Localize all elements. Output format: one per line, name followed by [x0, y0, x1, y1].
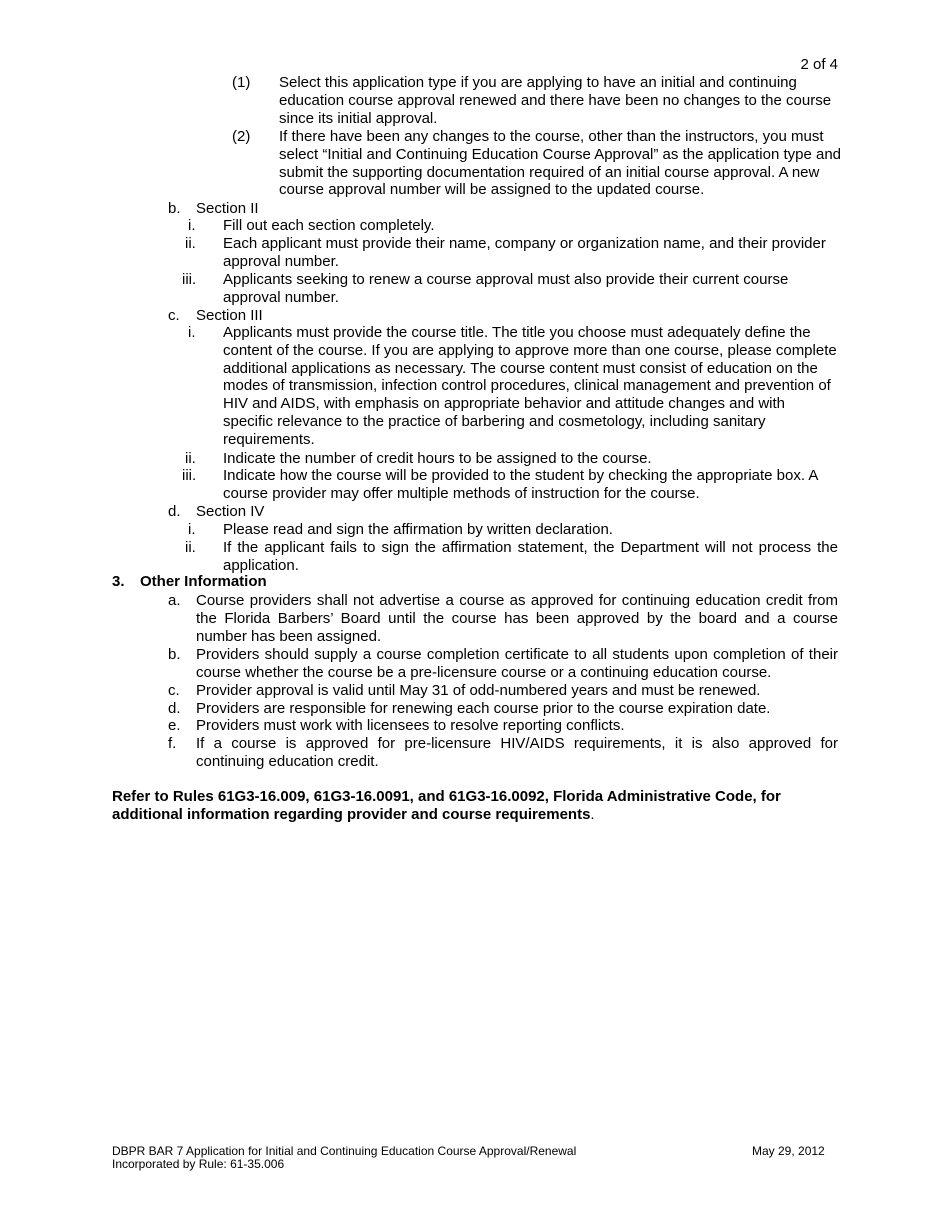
footer-rule: Incorporated by Rule: 61-35.006 — [112, 1157, 285, 1171]
item-marker: c. — [168, 682, 180, 699]
item-marker: d. — [168, 700, 181, 717]
heading-number: 3. — [112, 573, 125, 590]
footer-date: May 29, 2012 — [752, 1144, 825, 1158]
renewal-note — [232, 128, 842, 200]
item-text: Course providers shall not advertise a course as approved for continuing education credit from the Florida Barbers’ Board until the course has been approved by the board and a course number has been assigned. — [196, 592, 838, 645]
rules-reference-tail: . — [590, 805, 595, 823]
item-marker: a. — [168, 592, 181, 609]
item-text: Provider approval is valid until May 31 of odd-numbered years and must be renewed. — [196, 682, 761, 699]
other-information-heading — [112, 573, 267, 591]
item-marker: i. — [188, 324, 196, 341]
item-marker: i. — [188, 521, 196, 538]
renewal-note — [232, 74, 842, 128]
item-marker: iii. — [182, 271, 197, 288]
rules-reference-bold: Refer to Rules 61G3-16.009, 61G3-16.0091, and 61G3-16.0092, Florida Administrative Code, for additional information regarding provider and course requirements — [112, 788, 781, 823]
item-text: Providers must work with licensees to resolve reporting conflicts. — [196, 717, 625, 734]
item-text: Applicants must provide the course title. The title you choose must adequately define the content of the course. If you are applying to approve more than one course, please complete additional applications as necessary. The course content must consist of education on the modes of transmission, infection control procedures, clinical management and prevention of HIV and AIDS, with emphasis on appropriate behavior and attitude changes and with specific relevance to the practice of barbering and cosmetology, including sanitary requirements. — [223, 324, 837, 448]
item-marker: i. — [188, 217, 196, 234]
note-text: Select this application type if you are applying to have an initial and continuing education course approval renewed and there have been no changes to the course since its initial approval. — [279, 74, 832, 127]
section-marker: c. — [168, 307, 180, 324]
item-text: Applicants seeking to renew a course approval must also provide their current course approval number. — [223, 271, 789, 306]
section-marker: d. — [168, 503, 181, 520]
item-marker: e. — [168, 717, 181, 734]
item-marker: f. — [168, 735, 177, 752]
heading-title: Other Information — [140, 573, 267, 590]
item-text: If a course is approved for pre-licensure HIV/AIDS requirements, it is also approved for continuing education credit. — [196, 735, 838, 770]
item-text: Indicate how the course will be provided to the student by checking the appropriate box. A course provider may offer multiple methods of instruction for the course. — [223, 467, 818, 502]
section-title: Section III — [196, 307, 263, 324]
item-text: Please read and sign the affirmation by written declaration. — [223, 521, 613, 538]
page-number: 2 of 4 — [800, 56, 838, 73]
note-marker: (2) — [232, 128, 251, 145]
item-text: If the applicant fails to sign the affirmation statement, the Department will not process the application. — [223, 539, 838, 574]
note-marker: (1) — [232, 74, 251, 91]
section-title: Section II — [196, 200, 259, 217]
item-text: Each applicant must provide their name, company or organization name, and their provider approval number. — [223, 235, 826, 270]
item-marker: iii. — [182, 467, 197, 484]
item-text: Fill out each section completely. — [223, 217, 435, 234]
footer — [112, 1145, 576, 1171]
item-text: Providers should supply a course completion certificate to all students upon completion of their course whether the course be a pre-licensure course or a continuing education course. — [196, 646, 838, 681]
section-title: Section IV — [196, 503, 265, 520]
rules-reference — [112, 788, 842, 824]
item-marker: b. — [168, 646, 181, 663]
item-text: Indicate the number of credit hours to be assigned to the course. — [223, 450, 652, 467]
section-marker: b. — [168, 200, 181, 217]
item-marker: ii. — [185, 539, 196, 556]
item-marker: ii. — [185, 235, 196, 252]
item-text: Providers are responsible for renewing each course prior to the course expiration date. — [196, 700, 771, 717]
footer-form-title: DBPR BAR 7 Application for Initial and Continuing Education Course Approval/Renewal — [112, 1144, 577, 1158]
item-marker: ii. — [185, 450, 196, 467]
note-text: If there have been any changes to the course, other than the instructors, you must select “Initial and Continuing Education Course Approval” as the application type and submit the supporting documentation required of an initial course approval. A new course approval number will be assigned to the updated course. — [279, 128, 842, 199]
